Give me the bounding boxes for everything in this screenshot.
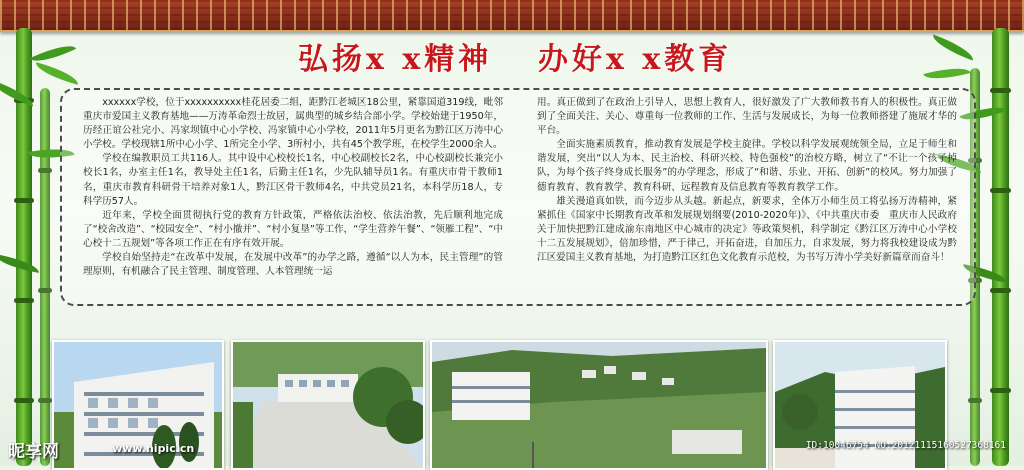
body-paragraph: 雄关漫道真如铁，而今迈步从头越。新起点，新要求，全体万小师生员工将弘扬万涛精神，紧紧抓住《国家中长期教育改革和发展规划纲要(2010-2020年)》、《中共重庆市委 重庆市人民政府关于加快把黔江建成渝东南地区中心城市的决定》等政策契机，科学制定《黔江区万涛中心小学校十二五发展规划》，倍加珍惜，严于律己，开拓奋进，自加压力，自求发展，努力将我校建设成为黔江区爱国主义教育基地，为打造黔江区红色文化教育示范校，为书写万涛小学美好新篇章而奋斗！ xyxy=(537,195,957,264)
text-column-right xyxy=(537,96,957,301)
banner-title-right: 办好x x教育 xyxy=(538,42,733,77)
body-paragraph: 全面实施素质教育，推动教育发展是学校主旋律。学校以科学发展观统领全局，立足于师生和谐发展，突出“以人为本、民主治校、科研兴校、特色强校”的治校方略，树立了“不让一个孩子掉队，为每个孩子终身成长服务”的办学理念，形成了“和谐、乐业、开拓、创新”的校风。努力加强了德育教育、教育教学、教育科研、远程教育及信息教育等教育教学工作。 xyxy=(537,139,957,193)
school-photo-3 xyxy=(430,340,768,470)
text-column-left xyxy=(83,96,503,301)
body-paragraph: 近年来，学校全面贯彻执行党的教育方针政策，严格依法治校、依法治教，先后顺利地完成了“校舍改造”、“校园安全”、“村小撤并”、“村小复垦”等工作，“学生营养午餐”、“领雁工程”、“中心校十二五规划”等各项工作正在有序有效开展。 xyxy=(83,209,503,249)
body-paragraph: xxxxxx学校，位于xxxxxxxxxx桂花居委二组，距黔江老城区18公里，紧靠国道319线，毗邻重庆市爱国主义教育基地——万涛革命烈士故居，属典型的城乡结合部小学。学校始建于1950年，历经正谊公社完小、冯家坝镇中心小学校、冯家镇中心小学校，2011年5月更名为黔江区万涛中心小学校。学校现辖1所中心小学、1所完全小学、3所村小，共有45个教学班，在校学生2000余人。 xyxy=(83,97,503,151)
school-photo-2 xyxy=(231,340,425,470)
watermark-id: ID:10046754 NO:20121115160527368161 xyxy=(805,440,1006,451)
watermark-url: www.nipic.cn xyxy=(112,442,195,455)
watermark-logo: 昵享网 xyxy=(8,442,59,462)
banner-title-left: 弘扬x x精神 xyxy=(298,42,493,77)
body-paragraph: 学校在编教职员工共116人。其中设中心校校长1名，中心校副校长2名，中心校副校长兼完小校长1名，办室主任1名，教导处主任1名，后勤主任1名，少先队辅导员1名。有重庆市骨干教师1名，重庆市教育科研骨干培养对象1人，黔江区骨干教师4名，中共党员21名，本科学历18人，专科学历57人。 xyxy=(83,153,503,207)
body-paragraph: 用。真正做到了在政治上引导人，思想上教育人，很好激发了广大教师教书育人的积极性。真正做到了全面关注、关心、尊重每一位教师的工作、生活与发展成长，为每一位教师搭建了施展才华的平台。 xyxy=(537,97,957,137)
top-ornamental-border xyxy=(0,0,1024,32)
body-paragraph: 学校自始坚持走“在改革中发展，在发展中改革”的办学之路，遵循“以人为本，民主管理”的管理原则，有机融合了民主管理、制度管理、人本管理统一运 xyxy=(83,252,503,278)
